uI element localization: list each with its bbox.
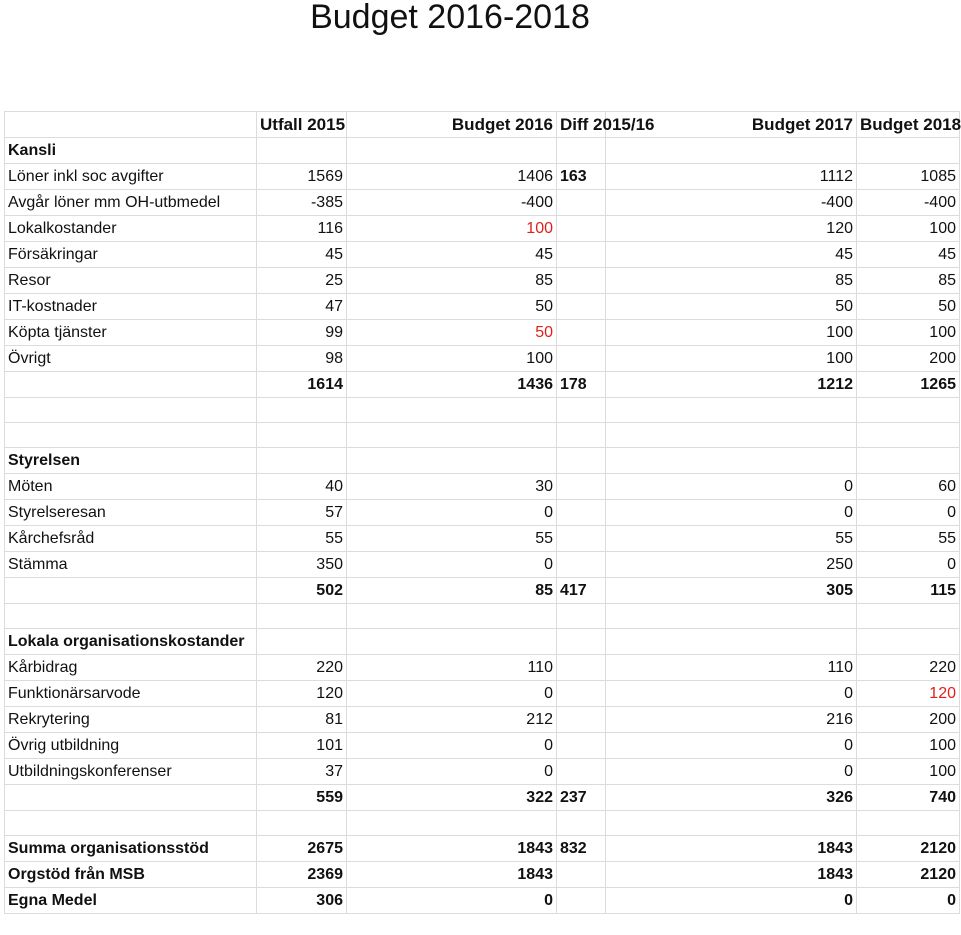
table-row <box>5 888 960 914</box>
table-cell <box>557 423 606 448</box>
table-cell <box>347 448 557 474</box>
row-label: Kårbidrag <box>5 655 257 681</box>
table-cell <box>557 552 606 578</box>
table-row <box>5 836 960 862</box>
table-cell: 116 <box>257 216 347 242</box>
table-cell: 30 <box>347 474 557 500</box>
table-cell: 740 <box>857 785 960 811</box>
table-cell <box>557 707 606 733</box>
table-cell <box>606 398 857 423</box>
table-cell <box>347 629 557 655</box>
table-cell <box>257 398 347 423</box>
table-cell: 55 <box>857 526 960 552</box>
table-cell <box>606 448 857 474</box>
row-label: Rekrytering <box>5 707 257 733</box>
table-cell: 45 <box>606 242 857 268</box>
row-label <box>5 604 257 629</box>
table-cell: 1843 <box>606 862 857 888</box>
table-cell: 45 <box>347 242 557 268</box>
table-cell: 98 <box>257 346 347 372</box>
table-cell: 85 <box>606 268 857 294</box>
table-cell <box>557 526 606 552</box>
table-cell <box>557 448 606 474</box>
table-cell: 100 <box>606 346 857 372</box>
column-header: Budget 2017 <box>606 112 857 138</box>
table-cell: 1406 <box>347 164 557 190</box>
table-cell: 1212 <box>606 372 857 398</box>
table-cell: 100 <box>857 320 960 346</box>
table-cell: 120 <box>857 681 960 707</box>
table-row <box>5 372 960 398</box>
table-row <box>5 552 960 578</box>
table-cell: 100 <box>857 216 960 242</box>
table-cell: 163 <box>557 164 606 190</box>
table-cell: 99 <box>257 320 347 346</box>
table-cell <box>606 423 857 448</box>
table-cell: 100 <box>347 346 557 372</box>
table-cell: 0 <box>347 888 557 914</box>
table-row <box>5 398 960 423</box>
table-row <box>5 733 960 759</box>
page-title: Budget 2016-2018 <box>310 0 590 36</box>
table-cell: 0 <box>606 759 857 785</box>
table-cell <box>557 294 606 320</box>
table-cell <box>257 138 347 164</box>
table-cell: 85 <box>857 268 960 294</box>
table-cell: 50 <box>606 294 857 320</box>
column-header: Diff 2015/16 <box>557 112 606 138</box>
row-label: IT-kostnader <box>5 294 257 320</box>
table-row <box>5 578 960 604</box>
row-label: Funktionärsarvode <box>5 681 257 707</box>
table-cell: 0 <box>606 681 857 707</box>
table-cell <box>606 811 857 836</box>
table-row <box>5 474 960 500</box>
table-row <box>5 164 960 190</box>
table-cell: 1843 <box>347 862 557 888</box>
row-label: Lokala organisationskostander <box>5 629 257 655</box>
row-label: Kårchefsråd <box>5 526 257 552</box>
table-cell: -385 <box>257 190 347 216</box>
table-cell: 0 <box>606 474 857 500</box>
table-cell <box>347 138 557 164</box>
row-label: Avgår löner mm OH-utbmedel <box>5 190 257 216</box>
table-cell: 326 <box>606 785 857 811</box>
table-cell: 1112 <box>606 164 857 190</box>
table-row <box>5 190 960 216</box>
table-cell <box>606 629 857 655</box>
row-label: Styrelseresan <box>5 500 257 526</box>
table-cell <box>557 629 606 655</box>
table-cell <box>557 604 606 629</box>
table-cell <box>557 888 606 914</box>
table-cell <box>557 500 606 526</box>
table-cell: 55 <box>347 526 557 552</box>
table-cell: -400 <box>606 190 857 216</box>
table-row <box>5 346 960 372</box>
table-cell: 25 <box>257 268 347 294</box>
table-cell: 1436 <box>347 372 557 398</box>
table-cell: 0 <box>347 500 557 526</box>
table-cell <box>557 474 606 500</box>
table-cell <box>557 346 606 372</box>
table-cell: 832 <box>557 836 606 862</box>
row-label <box>5 785 257 811</box>
column-header: Utfall 2015 <box>257 112 347 138</box>
table-cell: -400 <box>347 190 557 216</box>
table-cell: 200 <box>857 707 960 733</box>
table-row <box>5 138 960 164</box>
row-label: Möten <box>5 474 257 500</box>
row-label: Köpta tjänster <box>5 320 257 346</box>
table-row <box>5 655 960 681</box>
header-row <box>5 112 960 138</box>
table-cell: 81 <box>257 707 347 733</box>
row-label: Styrelsen <box>5 448 257 474</box>
table-row <box>5 785 960 811</box>
table-cell: 110 <box>347 655 557 681</box>
table-cell: 0 <box>606 888 857 914</box>
row-label: Utbildningskonferenser <box>5 759 257 785</box>
table-cell <box>257 604 347 629</box>
table-cell: 1614 <box>257 372 347 398</box>
table-cell: 216 <box>606 707 857 733</box>
row-label <box>5 398 257 423</box>
table-cell: 57 <box>257 500 347 526</box>
table-cell <box>557 242 606 268</box>
row-label: Stämma <box>5 552 257 578</box>
table-cell: 220 <box>857 655 960 681</box>
table-cell: 1085 <box>857 164 960 190</box>
table-cell <box>347 811 557 836</box>
table-cell: 305 <box>606 578 857 604</box>
table-row <box>5 759 960 785</box>
table-cell: 50 <box>347 294 557 320</box>
table-cell <box>557 216 606 242</box>
table-cell: 37 <box>257 759 347 785</box>
table-row <box>5 448 960 474</box>
table-cell <box>557 811 606 836</box>
table-cell <box>557 190 606 216</box>
table-cell: 0 <box>347 733 557 759</box>
table-cell: 0 <box>606 500 857 526</box>
row-label: Löner inkl soc avgifter <box>5 164 257 190</box>
table-cell: 559 <box>257 785 347 811</box>
table-cell: 100 <box>347 216 557 242</box>
row-label <box>5 423 257 448</box>
table-cell <box>557 268 606 294</box>
table-cell: 101 <box>257 733 347 759</box>
table-cell: 322 <box>347 785 557 811</box>
table-cell: 0 <box>857 888 960 914</box>
table-cell: 47 <box>257 294 347 320</box>
table-cell: 110 <box>606 655 857 681</box>
table-cell <box>557 862 606 888</box>
table-row <box>5 500 960 526</box>
column-header: Budget 2016 <box>347 112 557 138</box>
table-cell <box>347 423 557 448</box>
table-cell: 2120 <box>857 836 960 862</box>
table-cell: 40 <box>257 474 347 500</box>
table-cell: 0 <box>347 552 557 578</box>
row-label: Övrigt <box>5 346 257 372</box>
table-cell: -400 <box>857 190 960 216</box>
table-row <box>5 294 960 320</box>
table-cell: 2120 <box>857 862 960 888</box>
table-cell: 60 <box>857 474 960 500</box>
table-cell: 45 <box>857 242 960 268</box>
table-cell: 1843 <box>606 836 857 862</box>
row-label: Övrig utbildning <box>5 733 257 759</box>
table-cell <box>857 604 960 629</box>
table-row <box>5 862 960 888</box>
row-label: Kansli <box>5 138 257 164</box>
table-row <box>5 811 960 836</box>
table-cell: 0 <box>347 759 557 785</box>
table-cell: 120 <box>257 681 347 707</box>
table-cell <box>257 448 347 474</box>
table-cell <box>557 681 606 707</box>
table-cell <box>857 398 960 423</box>
table-cell <box>857 811 960 836</box>
table-row <box>5 268 960 294</box>
table-row <box>5 681 960 707</box>
table-cell: 350 <box>257 552 347 578</box>
table-row <box>5 216 960 242</box>
table-cell: 0 <box>857 552 960 578</box>
table-row <box>5 320 960 346</box>
table-row <box>5 707 960 733</box>
table-cell: 417 <box>557 578 606 604</box>
table-cell: 100 <box>606 320 857 346</box>
table-cell <box>347 398 557 423</box>
table-cell <box>857 629 960 655</box>
table-cell: 2675 <box>257 836 347 862</box>
table-cell: 55 <box>606 526 857 552</box>
table-cell: 250 <box>606 552 857 578</box>
table-cell <box>606 604 857 629</box>
table-cell: 0 <box>606 733 857 759</box>
table-cell: 55 <box>257 526 347 552</box>
table-cell: 212 <box>347 707 557 733</box>
column-header <box>5 112 257 138</box>
table-cell: 178 <box>557 372 606 398</box>
column-header: Budget 2018 <box>857 112 960 138</box>
table-cell: 0 <box>857 500 960 526</box>
table-cell <box>557 733 606 759</box>
table-cell <box>857 448 960 474</box>
table-cell: 502 <box>257 578 347 604</box>
table-cell <box>257 811 347 836</box>
table-cell <box>557 138 606 164</box>
row-label <box>5 811 257 836</box>
table-cell: 45 <box>257 242 347 268</box>
table-cell <box>257 629 347 655</box>
table-row <box>5 526 960 552</box>
table-cell: 85 <box>347 268 557 294</box>
table-cell: 220 <box>257 655 347 681</box>
table-row <box>5 423 960 448</box>
table-cell <box>857 423 960 448</box>
row-label: Försäkringar <box>5 242 257 268</box>
table-cell: 100 <box>857 733 960 759</box>
table-cell <box>857 138 960 164</box>
table-cell: 115 <box>857 578 960 604</box>
row-label: Resor <box>5 268 257 294</box>
table-cell: 50 <box>347 320 557 346</box>
row-label: Lokalkostander <box>5 216 257 242</box>
table-cell <box>557 398 606 423</box>
table-row <box>5 242 960 268</box>
row-label: Summa organisationsstöd <box>5 836 257 862</box>
budget-table <box>4 111 960 914</box>
table-cell <box>557 759 606 785</box>
table-cell: 1569 <box>257 164 347 190</box>
table-cell <box>347 604 557 629</box>
table-row <box>5 629 960 655</box>
table-cell: 1265 <box>857 372 960 398</box>
table-cell: 200 <box>857 346 960 372</box>
row-label: Orgstöd från MSB <box>5 862 257 888</box>
table-cell: 237 <box>557 785 606 811</box>
table-cell: 85 <box>347 578 557 604</box>
table-cell: 306 <box>257 888 347 914</box>
row-label <box>5 578 257 604</box>
table-cell: 100 <box>857 759 960 785</box>
row-label <box>5 372 257 398</box>
table-cell: 1843 <box>347 836 557 862</box>
table-cell <box>557 655 606 681</box>
row-label: Egna Medel <box>5 888 257 914</box>
table-cell <box>606 138 857 164</box>
table-cell: 120 <box>606 216 857 242</box>
table-cell: 0 <box>347 681 557 707</box>
table-cell <box>557 320 606 346</box>
table-cell: 50 <box>857 294 960 320</box>
table-cell: 2369 <box>257 862 347 888</box>
table-row <box>5 604 960 629</box>
table-cell <box>257 423 347 448</box>
